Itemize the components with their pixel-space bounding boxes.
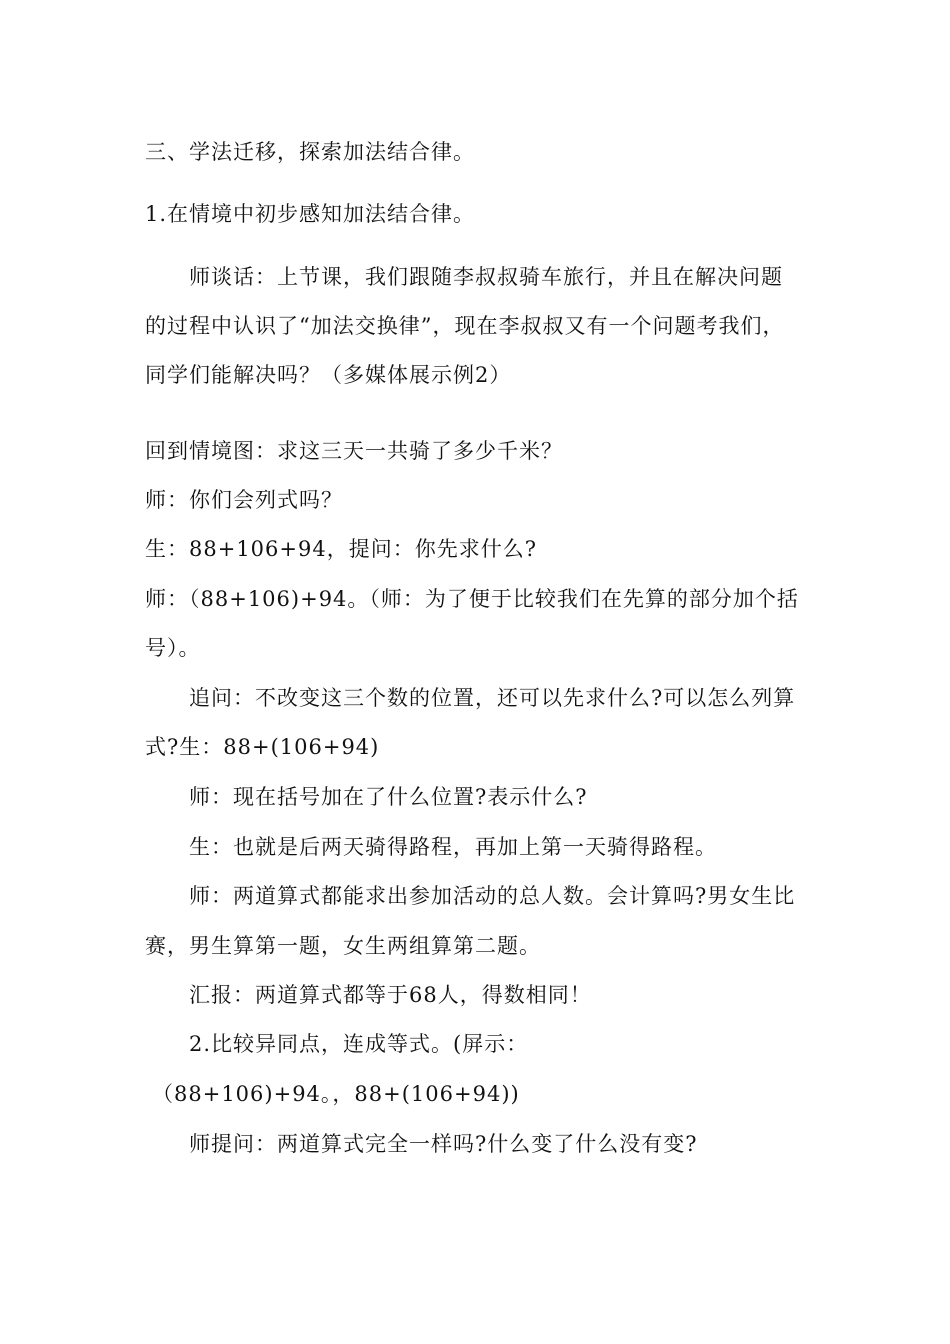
dialogue-line: 追问：不改变这三个数的位置，还可以先求什么?可以怎么列算: [189, 686, 796, 710]
subsection-heading: 2.比较异同点，连成等式。(屏示：: [189, 1032, 529, 1056]
formula-line: （88+106)+94。，88+(106+94)): [152, 1082, 520, 1106]
dialogue-line: 式?生：88+(106+94): [145, 735, 380, 759]
dialogue-line: 赛，男生算第一题，女生两组算第二题。: [145, 934, 541, 958]
paragraph-line: 师谈话：上节课，我们跟随李叔叔骑车旅行，并且在解决问题: [189, 265, 783, 289]
dialogue-line: 生：88+106+94，提问：你先求什么?: [145, 537, 537, 561]
dialogue-line: 师：两道算式都能求出参加活动的总人数。会计算吗?男女生比: [189, 884, 796, 908]
dialogue-line: 汇报：两道算式都等于68人，得数相同！: [189, 983, 592, 1007]
dialogue-line: 号）。: [145, 636, 201, 660]
paragraph-line: 回到情境图：求这三天一共骑了多少千米？: [145, 439, 563, 463]
dialogue-line: 师：（88+106)+94。（师：为了便于比较我们在先算的部分加个括: [145, 587, 799, 611]
dialogue-line: 师提问：两道算式完全一样吗?什么变了什么没有变?: [189, 1132, 698, 1156]
subsection-heading: 1.在情境中初步感知加法结合律。: [145, 202, 476, 226]
dialogue-line: 师：现在括号加在了什么位置?表示什么?: [189, 785, 588, 809]
dialogue-line: 生：也就是后两天骑得路程，再加上第一天骑得路程。: [189, 835, 717, 859]
paragraph-line: 的过程中认识了“加法交换律”，现在李叔叔又有一个问题考我们，: [145, 314, 785, 338]
section-heading: 三、学法迁移，探索加法结合律。: [145, 140, 475, 164]
dialogue-line: 师：你们会列式吗？: [145, 488, 343, 512]
paragraph-line: 同学们能解决吗？（多媒体展示例2）: [145, 363, 512, 387]
